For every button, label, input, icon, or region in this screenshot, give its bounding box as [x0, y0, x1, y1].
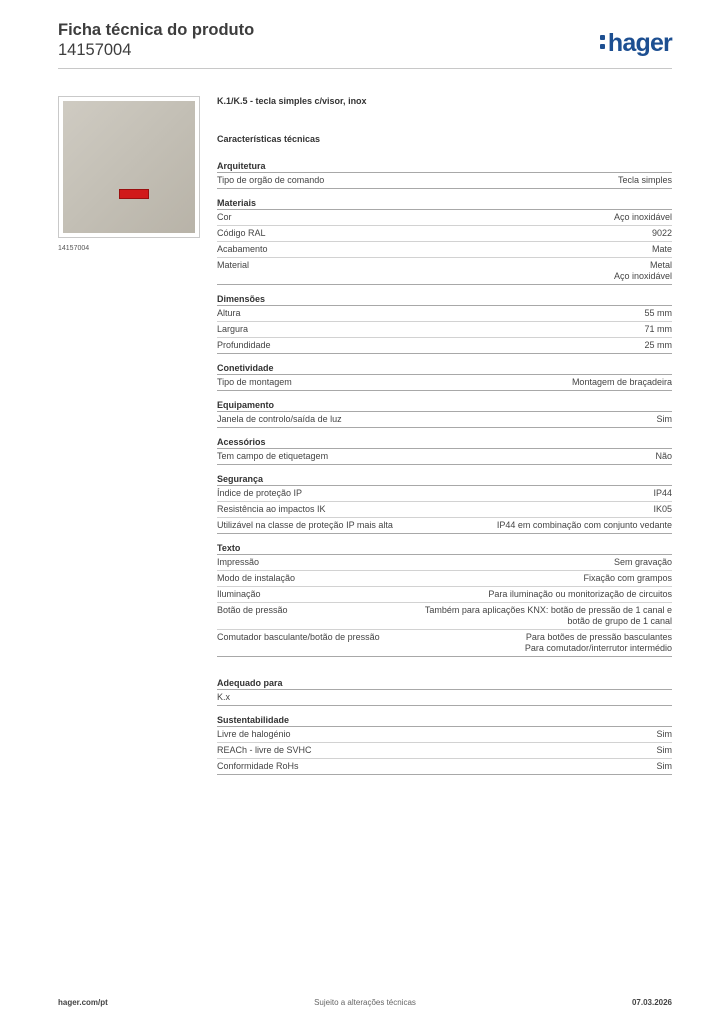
footer-disclaimer: Sujeito a alterações técnicas	[314, 998, 416, 1007]
spec-value-line: botão de grupo de 1 canal	[567, 616, 672, 626]
spec-row	[217, 555, 672, 571]
spec-value-line: Aço inoxidável	[613, 271, 672, 281]
hager-logo	[600, 30, 672, 56]
tech-heading: Características técnicas	[217, 134, 321, 144]
spec-label: Modo de instalação	[217, 573, 296, 583]
spec-row	[217, 306, 672, 322]
spec-label: Acabamento	[217, 244, 268, 254]
spec-value-line: 9022	[651, 228, 672, 238]
section-title: Conetividade	[217, 360, 672, 375]
spec-section	[217, 675, 672, 706]
spec-row	[217, 242, 672, 258]
spec-value	[259, 557, 672, 568]
spec-row	[217, 743, 672, 759]
spec-section	[217, 195, 672, 285]
spec-row	[217, 258, 672, 285]
spec-value-line: Sim	[656, 414, 672, 424]
spec-row	[217, 173, 672, 189]
product-code: 14157004	[58, 41, 132, 59]
spec-label: Resistência ao impactos IK	[217, 504, 326, 514]
spec-label: REACh - livre de SVHC	[217, 745, 312, 755]
spec-value-line: Tecla simples	[617, 175, 672, 185]
spec-label: K.x	[217, 692, 231, 702]
spec-label: Índice de proteção IP	[217, 488, 303, 498]
spec-value	[230, 692, 672, 703]
spec-section	[217, 712, 672, 775]
spec-label: Janela de controlo/saída de luz	[217, 414, 342, 424]
spec-label: Comutador basculante/botão de pressão	[217, 632, 380, 642]
spec-value-line: Mate	[651, 244, 672, 254]
section-title: Texto	[217, 540, 672, 555]
spec-value-line: 71 mm	[644, 324, 672, 334]
spec-sections	[217, 158, 672, 775]
spec-value	[342, 414, 672, 425]
spec-value	[292, 377, 672, 388]
spec-value	[299, 761, 672, 772]
spec-value	[249, 260, 672, 282]
spec-label: Livre de halogénio	[217, 729, 291, 739]
spec-section	[217, 360, 672, 391]
spec-label: Altura	[217, 308, 241, 318]
spec-label: Tem campo de etiquetagem	[217, 451, 329, 461]
logo-dots-icon	[600, 33, 606, 51]
spec-section	[217, 434, 672, 465]
spec-value-line: Também para aplicações KNX: botão de pressão de 1 canal e	[424, 605, 672, 615]
spec-value	[261, 589, 672, 600]
spec-row	[217, 449, 672, 465]
spec-row	[217, 226, 672, 242]
spec-row	[217, 587, 672, 603]
spec-section	[217, 397, 672, 428]
spec-value	[324, 175, 672, 186]
spec-label: Botão de pressão	[217, 605, 288, 615]
section-title: Arquitetura	[217, 158, 672, 173]
header-divider	[58, 68, 672, 69]
spec-value-line: IP44	[653, 488, 672, 498]
spec-label: Impressão	[217, 557, 260, 567]
spec-label: Material	[217, 260, 250, 270]
spec-section	[217, 540, 672, 657]
spec-label: Conformidade RoHs	[217, 761, 299, 771]
spec-label: Iluminação	[217, 589, 261, 599]
spec-row	[217, 630, 672, 657]
spec-value-line: 25 mm	[644, 340, 672, 350]
switch-plate	[63, 101, 195, 233]
spec-value-line: Fixação com grampos	[583, 573, 672, 583]
page-header	[58, 20, 672, 70]
spec-value-line: Sem gravação	[613, 557, 672, 567]
spec-row	[217, 502, 672, 518]
spec-value-line: IK05	[653, 504, 672, 514]
spec-section	[217, 471, 672, 534]
logo-text: hager	[607, 29, 672, 57]
product-image	[58, 96, 200, 238]
spec-value	[248, 324, 672, 335]
spec-value-line: Metal	[649, 260, 672, 270]
spec-value	[326, 504, 672, 515]
spec-value	[380, 632, 672, 654]
spec-value	[328, 451, 672, 462]
spec-row	[217, 759, 672, 775]
section-title: Dimensões	[217, 291, 672, 306]
spec-value-line: Sim	[656, 761, 672, 771]
spec-label: Tipo de montagem	[217, 377, 292, 387]
footer-website: hager.com/pt	[58, 998, 108, 1007]
spec-value	[295, 573, 672, 584]
footer-date: 07.03.2026	[631, 998, 672, 1007]
spec-value	[266, 228, 672, 239]
image-caption: 14157004	[58, 245, 90, 252]
spec-label: Utilizável na classe de proteção IP mais alta	[217, 520, 393, 530]
spec-value	[312, 745, 672, 756]
section-title: Materiais	[217, 195, 672, 210]
spec-value	[271, 340, 672, 351]
spec-label: Cor	[217, 212, 232, 222]
spec-value	[241, 308, 672, 319]
spec-row	[217, 486, 672, 502]
spec-row	[217, 322, 672, 338]
spec-value-line: Para iluminação ou monitorização de circuitos	[488, 589, 672, 599]
spec-value	[288, 605, 672, 627]
spec-value-line: IP44 em combinação com conjunto vedante	[496, 520, 672, 530]
spec-row	[217, 690, 672, 706]
section-title: Acessórios	[217, 434, 672, 449]
spec-value-line: Sim	[656, 729, 672, 739]
section-title: Sustentabilidade	[217, 712, 672, 727]
spec-value-line: 55 mm	[644, 308, 672, 318]
spec-value	[302, 488, 672, 499]
spec-value	[268, 244, 672, 255]
spec-section	[217, 158, 672, 189]
spec-row	[217, 518, 672, 534]
spec-value-line	[240, 692, 672, 703]
spec-value-line: Não	[655, 451, 672, 461]
spec-label: Profundidade	[217, 340, 271, 350]
spec-content	[217, 96, 672, 781]
spec-value-line: Montagem de braçadeira	[571, 377, 672, 387]
spec-value-line: Sim	[656, 745, 672, 755]
spec-row	[217, 375, 672, 391]
spec-label: Tipo de orgão de comando	[217, 175, 325, 185]
spec-value	[393, 520, 672, 531]
spec-value-line: Para comutador/interrutor intermédio	[524, 643, 672, 653]
spec-value-line: Aço inoxidável	[613, 212, 672, 222]
spec-row	[217, 338, 672, 354]
spec-row	[217, 603, 672, 630]
product-title: K.1/K.5 - tecla simples c/visor, inox	[217, 96, 367, 106]
spec-label: Largura	[217, 324, 249, 334]
spec-section	[217, 291, 672, 354]
spec-value	[232, 212, 672, 223]
spec-row	[217, 412, 672, 428]
spec-label: Código RAL	[217, 228, 266, 238]
indicator-window-icon	[119, 189, 149, 199]
spec-row	[217, 210, 672, 226]
page-title: Ficha técnica do produto	[58, 21, 255, 39]
spec-value	[291, 729, 672, 740]
section-title: Segurança	[217, 471, 672, 486]
section-title: Adequado para	[217, 675, 672, 690]
spec-row	[217, 727, 672, 743]
section-title: Equipamento	[217, 397, 672, 412]
spec-row	[217, 571, 672, 587]
spec-value-line: Para botões de pressão basculantes	[525, 632, 672, 642]
